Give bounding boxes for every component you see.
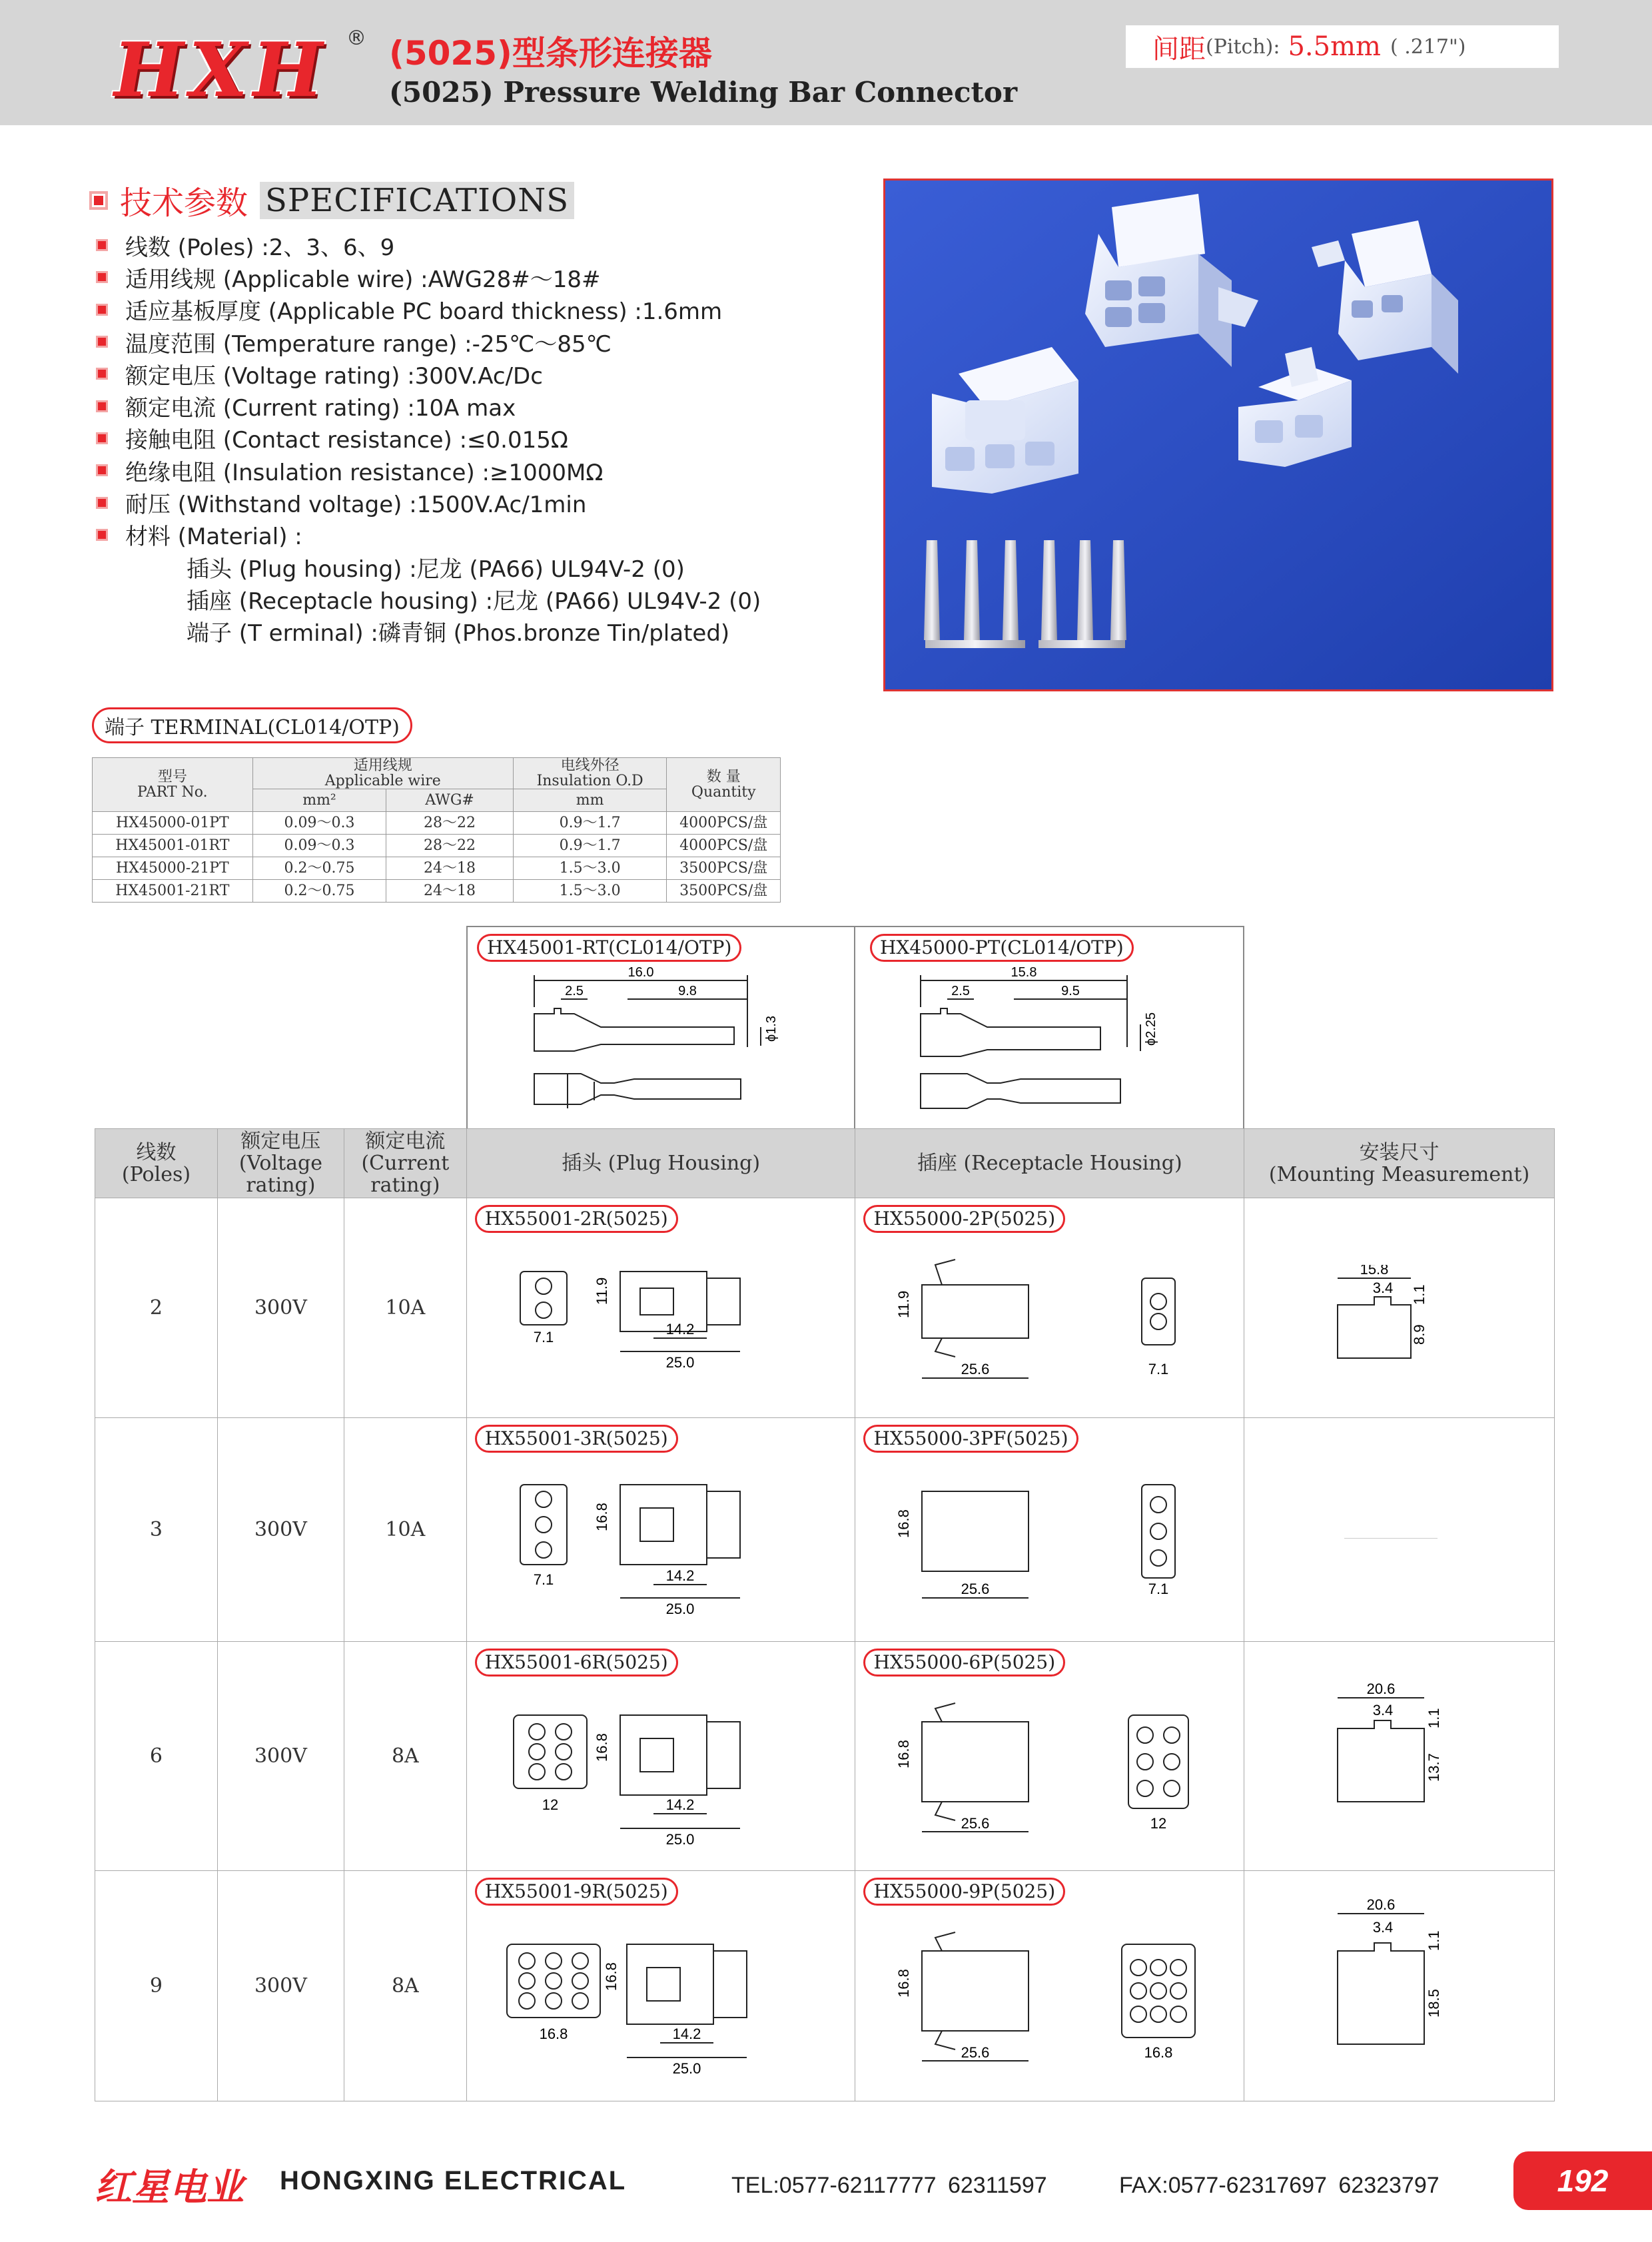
spec-list bbox=[96, 229, 761, 647]
svg-text:16.8: 16.8 bbox=[895, 1740, 913, 1768]
receptacle-cell: HX55000-6P(5025) 16.8 25.6 12 bbox=[855, 1642, 1244, 1871]
spec-row: 适用线规 (Applicable wire) :AWG28#～18# bbox=[96, 261, 761, 293]
square-bullet-icon bbox=[96, 239, 108, 251]
pitch-inch: ( .217") bbox=[1390, 35, 1466, 59]
connector-table bbox=[95, 1128, 1555, 2101]
spec-row: 材料 (Material) : bbox=[96, 519, 761, 551]
pitch-label: 间距 bbox=[1152, 33, 1206, 65]
pitch-box bbox=[1126, 25, 1559, 68]
col-header-qty: 数 量 Quantity bbox=[667, 758, 781, 812]
dim-text: 9.8 bbox=[678, 984, 697, 998]
plug-cell: HX55001-6R(5025) 12 16.8 14.2 25.0 bbox=[466, 1642, 855, 1871]
footer-brand-cn: 红星电业 bbox=[95, 2166, 244, 2209]
terminal-strip-right bbox=[1038, 540, 1126, 648]
product-photo bbox=[883, 179, 1553, 691]
terminal-table bbox=[92, 757, 781, 903]
spec-row: 额定电流 (Current rating) :10A max bbox=[96, 390, 761, 422]
svg-text:25.0: 25.0 bbox=[672, 2060, 701, 2077]
registered-mark: ® bbox=[346, 27, 366, 50]
svg-text:7.1: 7.1 bbox=[533, 1329, 554, 1345]
svg-text:16.8: 16.8 bbox=[895, 1509, 913, 1538]
dim-text: 9.5 bbox=[1061, 984, 1080, 998]
col-header-receptacle: 插座 (Receptacle Housing) bbox=[855, 1129, 1244, 1198]
svg-text:25.0: 25.0 bbox=[665, 1831, 695, 1848]
terminal-pt-drawing bbox=[914, 967, 1194, 1120]
spec-row: 适应基板厚度 (Applicable PC board thickness) :1.6mm bbox=[96, 294, 761, 326]
mount-cell bbox=[1244, 1642, 1555, 1871]
mount-drawing bbox=[1324, 1682, 1497, 1835]
footer-tel: TEL:0577-62117777 62311597 bbox=[731, 2173, 1047, 2198]
material-row: 插座 (Receptacle housing) :尼龙 (PA66) UL94V-2 (0) bbox=[187, 587, 761, 615]
svg-text:25.0: 25.0 bbox=[665, 1354, 695, 1371]
terminal-drawings bbox=[466, 926, 1244, 1130]
svg-text:14.2: 14.2 bbox=[672, 2026, 701, 2042]
svg-text:18.5: 18.5 bbox=[1426, 1989, 1443, 2018]
mount-cell bbox=[1244, 1871, 1555, 2101]
svg-text:20.6: 20.6 bbox=[1366, 1898, 1396, 1913]
square-bullet-icon bbox=[96, 336, 108, 348]
spec-heading-en: SPECIFICATIONS bbox=[260, 182, 574, 219]
svg-text:3.4: 3.4 bbox=[1372, 1919, 1394, 1936]
plug-cell: HX55001-2R(5025) 7.1 11.9 14.2 25.0 bbox=[466, 1198, 855, 1418]
spec-row: 接触电阻 (Contact resistance) :≤0.015Ω bbox=[96, 422, 761, 454]
svg-text:16.8: 16.8 bbox=[593, 1733, 610, 1762]
terminal-pt-label: HX45000-PT(CL014/OTP) bbox=[870, 934, 1134, 962]
dim-text: ϕ1.3 bbox=[764, 1015, 779, 1042]
mount-cell bbox=[1244, 1418, 1555, 1642]
dim-text: 2.5 bbox=[565, 984, 584, 998]
table-row: 6 300V 8A HX55001-6R(5025) 12 16.8 14.2 25.0 HX55000-6P(5025) 16.8 25.6 12 20.6 3.4 1.1 13.7 bbox=[95, 1642, 1555, 1871]
receptacle-drawing bbox=[882, 1924, 1228, 2077]
terminal-label: 端子 TERMINAL(CL014/OTP) bbox=[92, 707, 412, 743]
table-row: HX45000-21PT 0.2～0.75 24～18 1.5～3.0 3500PCS/盘 bbox=[93, 857, 781, 880]
spec-row: 耐压 (Withstand voltage) :1500V.Ac/1min bbox=[96, 486, 761, 518]
square-bullet-icon bbox=[96, 529, 108, 541]
spec-row: 绝缘电阻 (Insulation resistance) :≥1000MΩ bbox=[96, 454, 761, 486]
mount-cell bbox=[1244, 1198, 1555, 1418]
spec-row: 额定电压 (Voltage rating) :300V.Ac/Dc bbox=[96, 358, 761, 390]
footer-brand-en: HONGXING ELECTRICAL bbox=[280, 2166, 627, 2195]
svg-text:20.6: 20.6 bbox=[1366, 1682, 1396, 1697]
receptacle-cell: HX55000-9P(5025) 16.8 25.6 16.8 bbox=[855, 1871, 1244, 2101]
square-bullet-icon bbox=[89, 191, 108, 210]
svg-text:7.1: 7.1 bbox=[533, 1571, 554, 1588]
svg-text:11.9: 11.9 bbox=[593, 1277, 610, 1305]
svg-text:16.8: 16.8 bbox=[895, 1969, 913, 1998]
square-bullet-icon bbox=[96, 368, 108, 380]
svg-text:16.8: 16.8 bbox=[539, 2026, 568, 2042]
col-header-voltage: 额定电压 (Voltage rating) bbox=[217, 1129, 344, 1198]
hxh-logo: HXH bbox=[105, 27, 336, 114]
col-header-mount: 安装尺寸 (Mounting Measurement) bbox=[1244, 1129, 1555, 1198]
col-header-awg: AWG# bbox=[386, 789, 514, 812]
svg-text:16.8: 16.8 bbox=[602, 1962, 620, 1991]
svg-text:3.4: 3.4 bbox=[1372, 1280, 1394, 1296]
pitch-value: 5.5mm bbox=[1288, 31, 1381, 62]
plug-cell: HX55001-3R(5025) 7.1 16.8 14.2 25.0 bbox=[466, 1418, 855, 1642]
square-bullet-icon bbox=[96, 464, 108, 476]
svg-text:14.2: 14.2 bbox=[665, 1796, 695, 1813]
svg-text:25.6: 25.6 bbox=[961, 1361, 990, 1377]
col-header-part: 型号 PART No. bbox=[93, 758, 253, 812]
terminal-rt-drawing bbox=[528, 967, 807, 1120]
square-bullet-icon bbox=[96, 271, 108, 283]
svg-text:16.8: 16.8 bbox=[593, 1503, 610, 1531]
plug-drawing bbox=[500, 1258, 833, 1391]
square-bullet-icon bbox=[96, 432, 108, 444]
svg-text:15.8: 15.8 bbox=[1360, 1265, 1389, 1278]
square-bullet-icon bbox=[96, 304, 108, 316]
dim-text: 2.5 bbox=[951, 984, 970, 998]
square-bullet-icon bbox=[96, 400, 108, 412]
col-header-od: 电线外径 Insulation O.D bbox=[513, 758, 667, 789]
spec-row: 温度范围 (Temperature range) :-25℃～85℃ bbox=[96, 326, 761, 358]
square-bullet-icon bbox=[96, 497, 108, 509]
svg-text:3.4: 3.4 bbox=[1372, 1702, 1394, 1718]
table-row: 9 300V 8A HX55001-9R(5025) 16.8 16.8 14.2 25.0 HX55000-9P(5025) 16.8 25.6 16.8 20.6 3.4 1.1 18.5 bbox=[95, 1871, 1555, 2101]
spec-heading bbox=[89, 177, 574, 223]
svg-text:1.1: 1.1 bbox=[1426, 1708, 1443, 1728]
receptacle-cell: HX55000-3PF(5025) 16.8 25.6 7.1 bbox=[855, 1418, 1244, 1642]
pitch-en: (Pitch): bbox=[1206, 35, 1280, 59]
svg-text:25.6: 25.6 bbox=[961, 1815, 990, 1832]
svg-text:25.0: 25.0 bbox=[665, 1601, 695, 1617]
mount-drawing bbox=[1324, 1898, 1497, 2071]
table-row: HX45000-01PT 0.09～0.3 28～22 0.9～1.7 4000PCS/盘 bbox=[93, 812, 781, 835]
receptacle-cell: HX55000-2P(5025) 11.9 25.6 7.1 bbox=[855, 1198, 1244, 1418]
col-header-mm: mm bbox=[513, 789, 667, 812]
receptacle-drawing bbox=[882, 1252, 1228, 1398]
table-row: HX45001-21RT 0.2～0.75 24～18 1.5～3.0 3500PCS/盘 bbox=[93, 880, 781, 903]
receptacle-drawing bbox=[882, 1695, 1228, 1848]
spec-heading-cn: 技术参数 bbox=[120, 185, 248, 222]
svg-text:13.7: 13.7 bbox=[1426, 1753, 1443, 1782]
plug-drawing bbox=[494, 1924, 833, 2077]
svg-text:7.1: 7.1 bbox=[1148, 1581, 1169, 1597]
dim-text: 16.0 bbox=[627, 967, 654, 980]
footer-fax: FAX:0577-62317697 62323797 bbox=[1119, 2173, 1440, 2198]
svg-text:14.2: 14.2 bbox=[665, 1567, 695, 1584]
svg-text:25.6: 25.6 bbox=[961, 1581, 990, 1597]
plug-drawing bbox=[500, 1695, 833, 1848]
plug-cell: HX55001-9R(5025) 16.8 16.8 14.2 25.0 bbox=[466, 1871, 855, 2101]
page-number: 192 bbox=[1513, 2151, 1652, 2210]
col-header-plug: 插头 (Plug Housing) bbox=[466, 1129, 855, 1198]
svg-text:1.1: 1.1 bbox=[1426, 1930, 1443, 1951]
svg-text:7.1: 7.1 bbox=[1148, 1361, 1169, 1377]
connector-photo-illustration bbox=[885, 181, 1551, 689]
svg-text:25.6: 25.6 bbox=[961, 2044, 990, 2061]
material-row: 端子 (T erminal) :磷青铜 (Phos.bronze Tin/plated) bbox=[187, 620, 730, 647]
table-row: 2 300V 10A HX55001-2R(5025) 7.1 11.9 14.2 25.0 HX55000-2P(5025) 11.9 25.6 7.1 15.8 3.4 1.1 8.9 bbox=[95, 1198, 1555, 1418]
title-en: (5025) Pressure Welding Bar Connector bbox=[389, 76, 1018, 109]
receptacle-drawing bbox=[882, 1471, 1228, 1618]
table-row: 3 300V 10A HX55001-3R(5025) 7.1 16.8 14.2 25.0 HX55000-3PF(5025) 16.8 25.6 7.1 bbox=[95, 1418, 1555, 1642]
table-row: HX45001-01RT 0.09～0.3 28～22 0.9～1.7 4000PCS/盘 bbox=[93, 835, 781, 857]
spec-row: 线数 (Poles) :2、3、6、9 bbox=[96, 229, 761, 261]
svg-text:1.1: 1.1 bbox=[1411, 1284, 1428, 1305]
title-cn: (5025)型条形连接器 bbox=[389, 34, 712, 73]
svg-text:12: 12 bbox=[542, 1796, 559, 1813]
col-header-wire: 适用线规 Applicable wire bbox=[252, 758, 513, 789]
col-header-current: 额定电流 (Current rating) bbox=[344, 1129, 466, 1198]
terminal-rt-label: HX45001-RT(CL014/OTP) bbox=[477, 934, 741, 962]
mount-drawing bbox=[1324, 1265, 1497, 1385]
dim-text: ϕ2.25 bbox=[1144, 1012, 1158, 1046]
col-header-mm2: mm² bbox=[252, 789, 386, 812]
svg-text:14.2: 14.2 bbox=[665, 1321, 695, 1337]
dim-text: 15.8 bbox=[1011, 967, 1037, 980]
svg-text:16.8: 16.8 bbox=[1144, 2044, 1173, 2061]
svg-text:12: 12 bbox=[1150, 1815, 1167, 1832]
plug-drawing bbox=[500, 1471, 833, 1618]
material-row: 插头 (Plug housing) :尼龙 (PA66) UL94V-2 (0) bbox=[187, 556, 685, 583]
svg-text:11.9: 11.9 bbox=[895, 1290, 913, 1318]
col-header-poles: 线数 (Poles) bbox=[95, 1129, 218, 1198]
svg-text:8.9: 8.9 bbox=[1411, 1324, 1428, 1345]
